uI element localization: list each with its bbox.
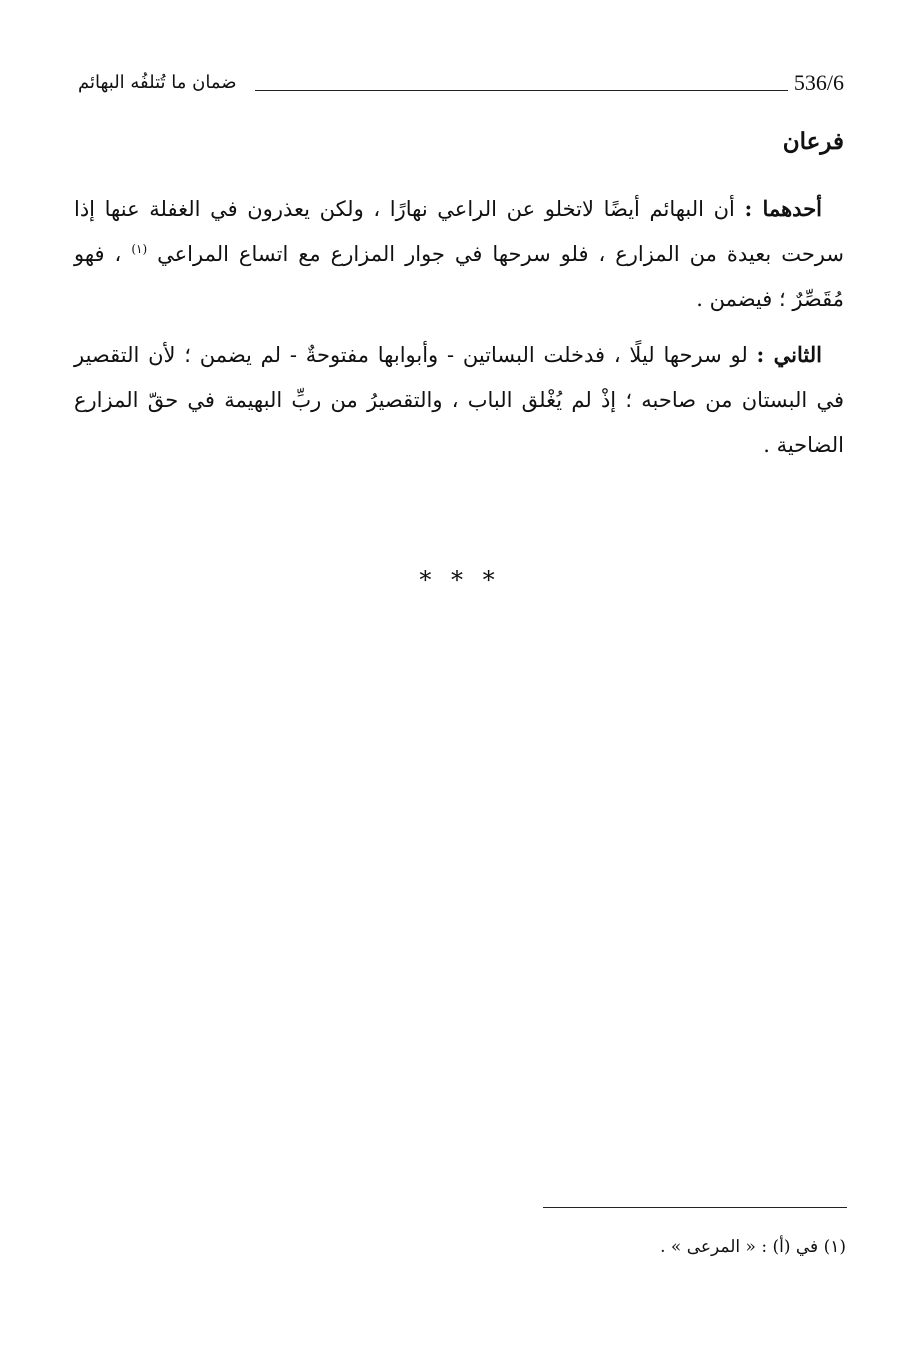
body-text xyxy=(74,186,844,478)
running-title: ضمان ما تُتلفُه البهائم xyxy=(78,72,237,93)
paragraph-lead: الثاني : xyxy=(756,342,822,367)
paragraph-first xyxy=(74,186,844,322)
paragraph-text: ، فهو مُقَصِّرٌ ؛ فيضمن . xyxy=(74,242,844,311)
footnote-reference: (١) xyxy=(131,242,148,256)
section-title: فرعان xyxy=(782,128,844,155)
paragraph-second xyxy=(74,332,844,468)
paragraph-text: أن البهائم أيضًا لاتخلو عن الراعي نهارًا ، ولكن يعذرون في الغفلة عنها إذا سرحت بعيدة من المزارع ، فلو سرحها في جوار المزارع مع اتساع المراعي xyxy=(74,197,844,266)
paragraph-text: لو سرحها ليلًا ، فدخلت البساتين - وأبوابها مفتوحةٌ - لم يضمن ؛ لأن التقصير في البستان من صاحبه ؛ إذْ لم يُغْلق الباب ، والتقصيرُ من ربِّ البهيمة في حقّ المزارع الضاحية . xyxy=(74,343,844,457)
footnote: (١) في (أ) : « المرعى » . xyxy=(660,1237,846,1257)
page-number: 536/6 xyxy=(793,70,844,95)
paragraph-lead: أحدهما : xyxy=(744,196,823,221)
running-header xyxy=(78,56,844,96)
section-separator: * * * xyxy=(419,566,501,594)
footnote-rule xyxy=(543,1207,847,1208)
header-rule xyxy=(255,90,788,91)
